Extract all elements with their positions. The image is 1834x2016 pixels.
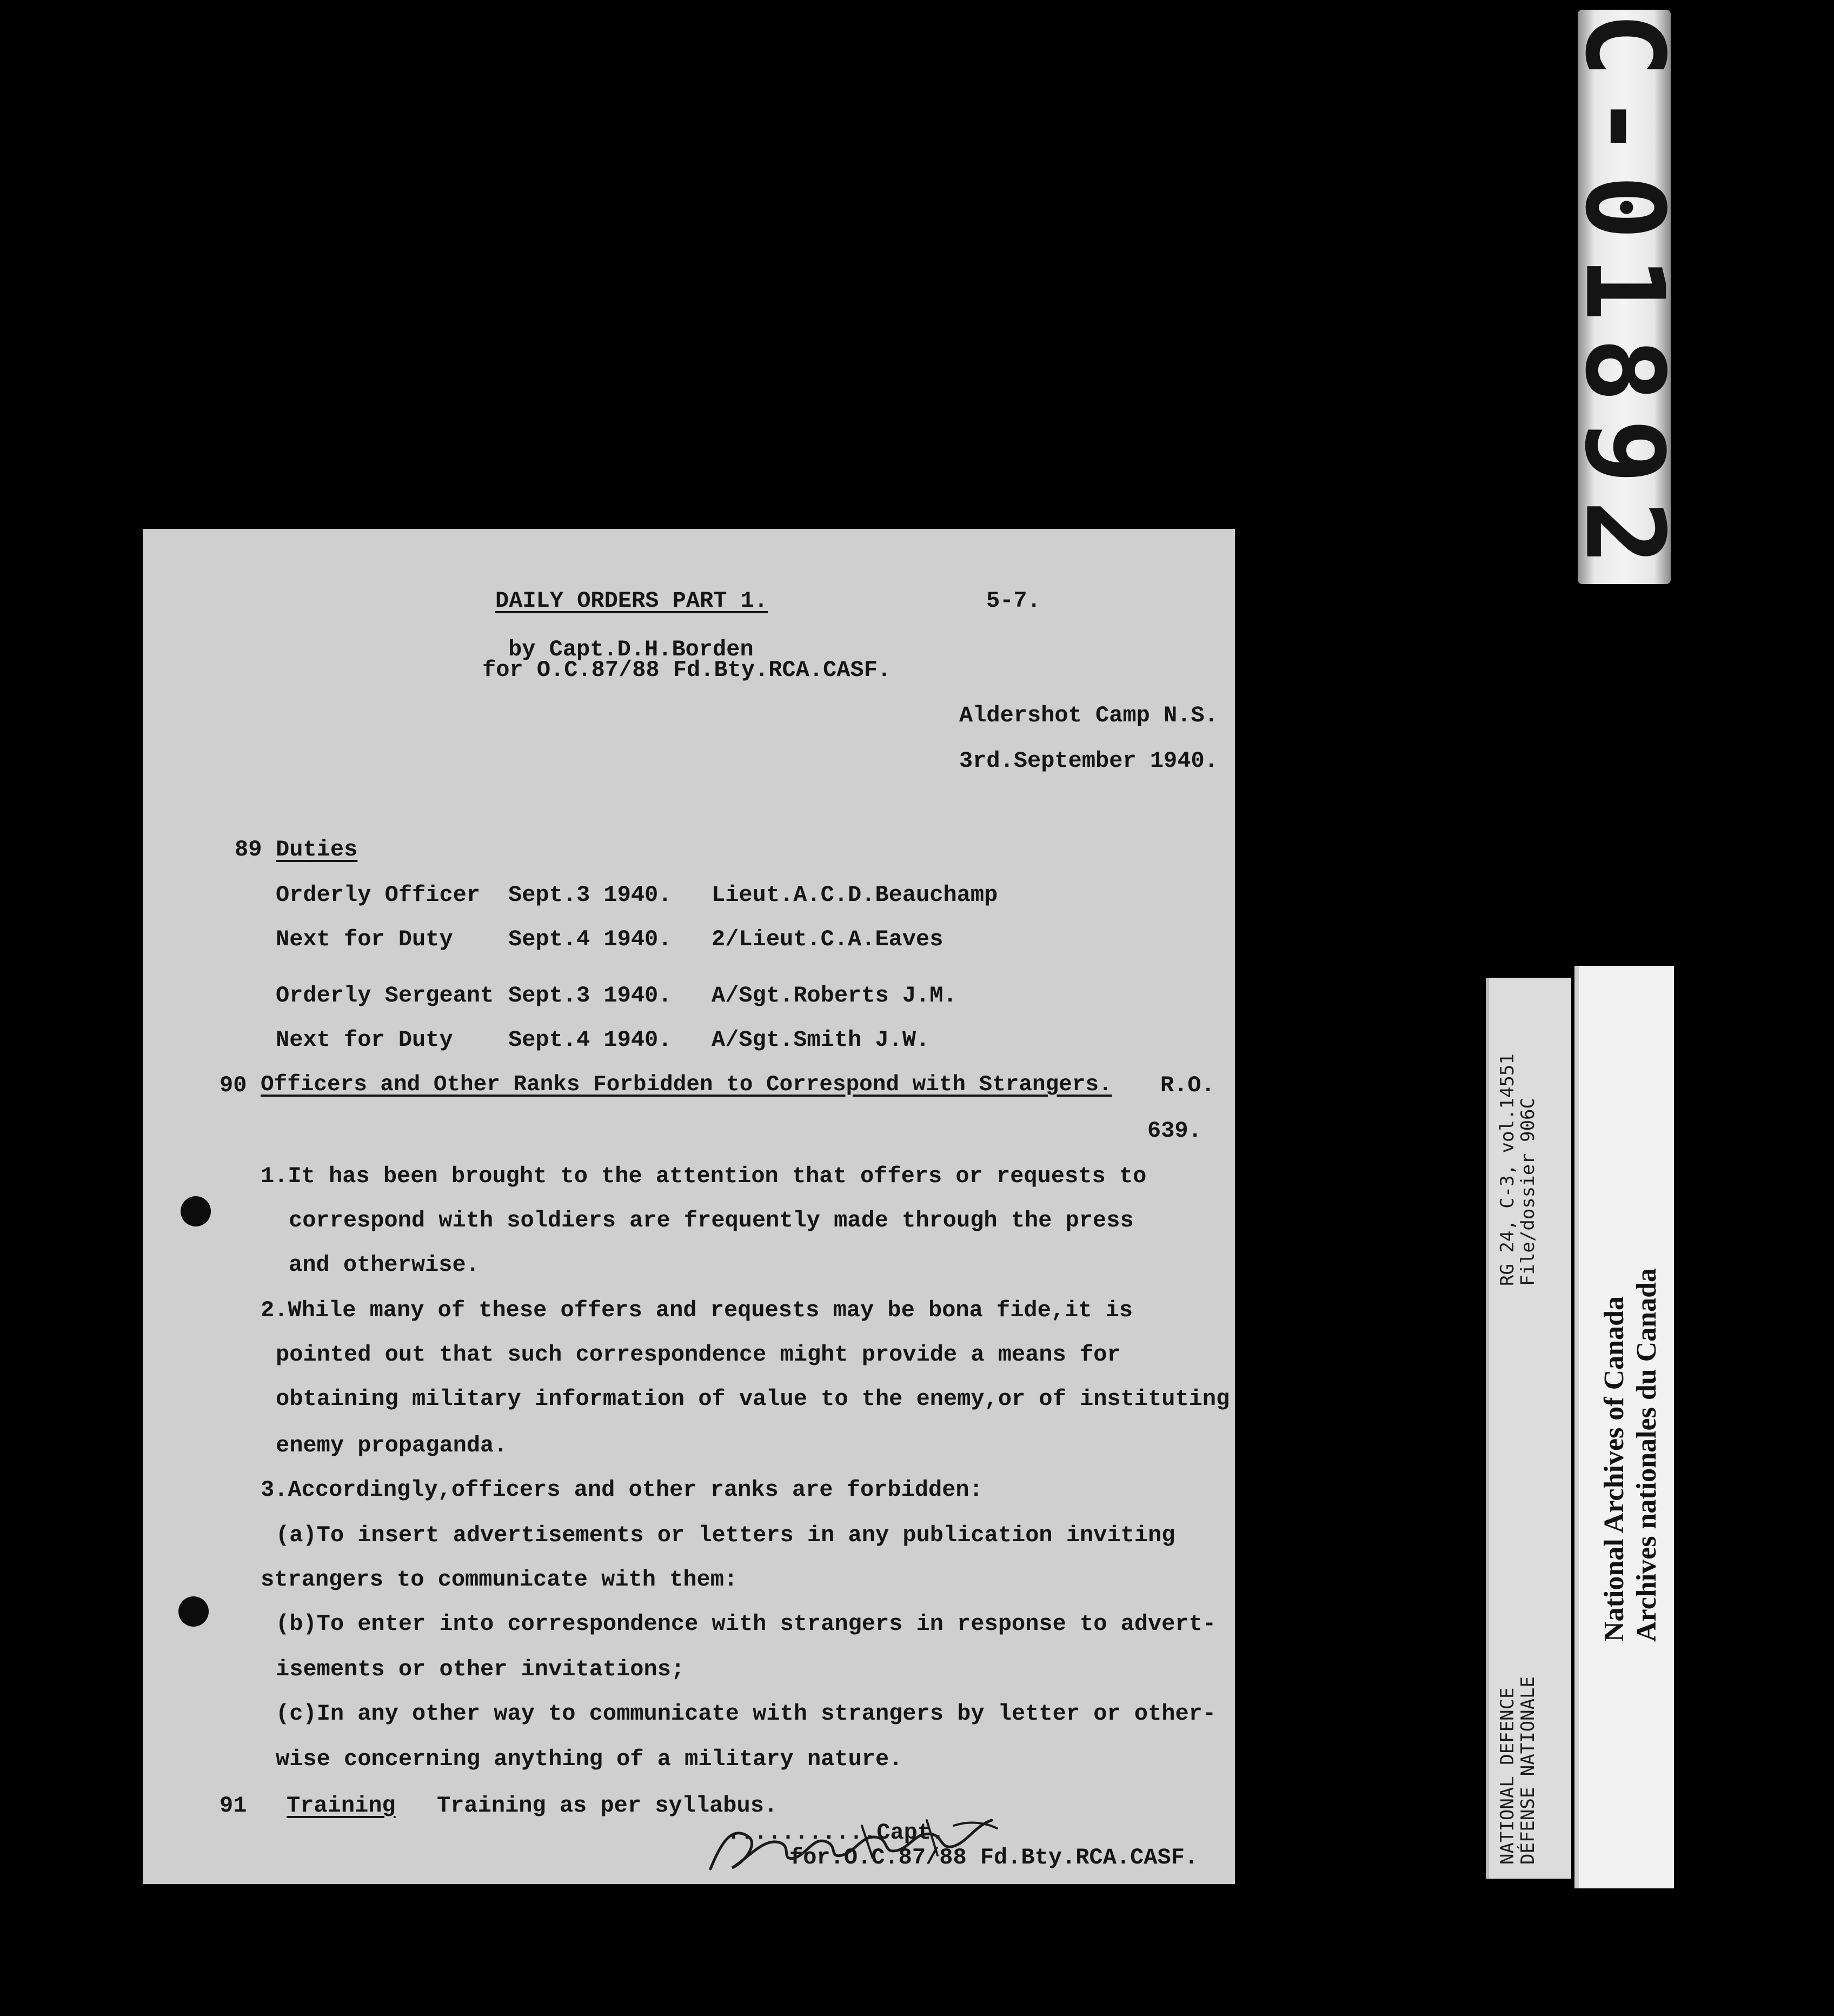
archives-name-fr: Archives nationales du Canada <box>1631 1268 1662 1642</box>
document-title: DAILY ORDERS PART 1. <box>495 588 768 614</box>
section-number: 90 <box>220 1072 247 1098</box>
body-line: obtaining military information of value to the enemy,or of instituting <box>276 1386 1230 1412</box>
archive-file: File/dossier 906C <box>1517 1098 1539 1286</box>
body-line: 1.It has been brought to the attention that offers or requests to <box>261 1163 1147 1189</box>
duty-role: Orderly Officer <box>276 882 481 908</box>
duty-name: A/Sgt.Roberts J.M. <box>712 983 957 1009</box>
duty-date: Sept.3 1940. <box>508 983 672 1009</box>
duty-name: 2/Lieut.C.A.Eaves <box>712 926 943 952</box>
duty-role: Orderly Sergeant <box>276 983 494 1009</box>
body-line: 3.Accordingly,officers and other ranks are forbidden: <box>261 1477 983 1503</box>
date: 3rd.September 1940. <box>959 748 1218 774</box>
routine-order-number: 639. <box>1147 1118 1202 1144</box>
body-line: and otherwise. <box>289 1252 480 1278</box>
reel-number-strip <box>1561 10 1687 584</box>
daily-orders-document <box>143 529 1235 1884</box>
body-line: isements or other invitations; <box>276 1656 685 1682</box>
duty-date: Sept.4 1940. <box>508 1027 672 1053</box>
body-line: wise concerning anything of a military nature. <box>276 1746 903 1772</box>
duty-role: Next for Duty <box>276 926 453 952</box>
section-number: 91 <box>220 1793 247 1819</box>
by-line: by Capt.D.H.Borden <box>508 636 754 662</box>
body-line: enemy propaganda. <box>276 1433 508 1458</box>
training-text: Training as per syllabus. <box>437 1793 778 1819</box>
body-line: strangers to communicate with them: <box>261 1567 738 1593</box>
body-line: (b)To enter into correspondence with strangers in response to advert- <box>276 1611 1217 1637</box>
routine-order-ref: R.O. <box>1160 1072 1215 1098</box>
archive-reference-card <box>1486 978 1571 1879</box>
duty-date: Sept.3 1940. <box>508 882 672 908</box>
body-line: pointed out that such correspondence might provide a means for <box>276 1342 1121 1368</box>
reel-number: C-01892 <box>1561 12 1687 582</box>
location: Aldershot Camp N.S. <box>959 702 1218 728</box>
handwritten-signature <box>700 1804 1002 1880</box>
signature-capt-line: ...........Capt. <box>727 1820 945 1846</box>
punch-hole <box>178 1596 209 1627</box>
archive-reference: RG 24, C-3, vol.14551 <box>1497 1053 1518 1286</box>
page-reference: 5-7. <box>986 588 1041 614</box>
duty-name: Lieut.A.C.D.Beauchamp <box>712 882 998 908</box>
department-en: NATIONAL DEFENCE <box>1497 1687 1518 1865</box>
body-line: 2.While many of these offers and requests may be bona fide,it is <box>261 1297 1133 1323</box>
section-number: 89 <box>235 837 262 863</box>
body-line: correspond with soldiers are frequently made through the press <box>289 1208 1134 1234</box>
duty-date: Sept.4 1940. <box>508 926 672 952</box>
duty-name: A/Sgt.Smith J.W. <box>712 1027 930 1053</box>
signature-for-line: for.O.C.87/88 Fd.Bty.RCA.CASF. <box>789 1845 1199 1871</box>
section-heading: Training <box>287 1793 396 1819</box>
archive-brand-card <box>1574 966 1674 1888</box>
body-line: (c)In any other way to communicate with strangers by letter or other- <box>276 1701 1217 1727</box>
archives-name-en: National Archives of Canada <box>1599 1296 1630 1642</box>
section-heading: Officers and Other Ranks Forbidden to Correspond with Strangers. <box>261 1072 1112 1097</box>
department-fr: DÉFENSE NATIONALE <box>1517 1676 1539 1865</box>
for-line: for O.C.87/88 Fd.Bty.RCA.CASF. <box>482 657 892 683</box>
punch-hole <box>181 1196 211 1226</box>
duty-role: Next for Duty <box>276 1027 453 1053</box>
body-line: (a)To insert advertisements or letters in any publication inviting <box>276 1522 1175 1548</box>
section-heading: Duties <box>276 837 358 863</box>
